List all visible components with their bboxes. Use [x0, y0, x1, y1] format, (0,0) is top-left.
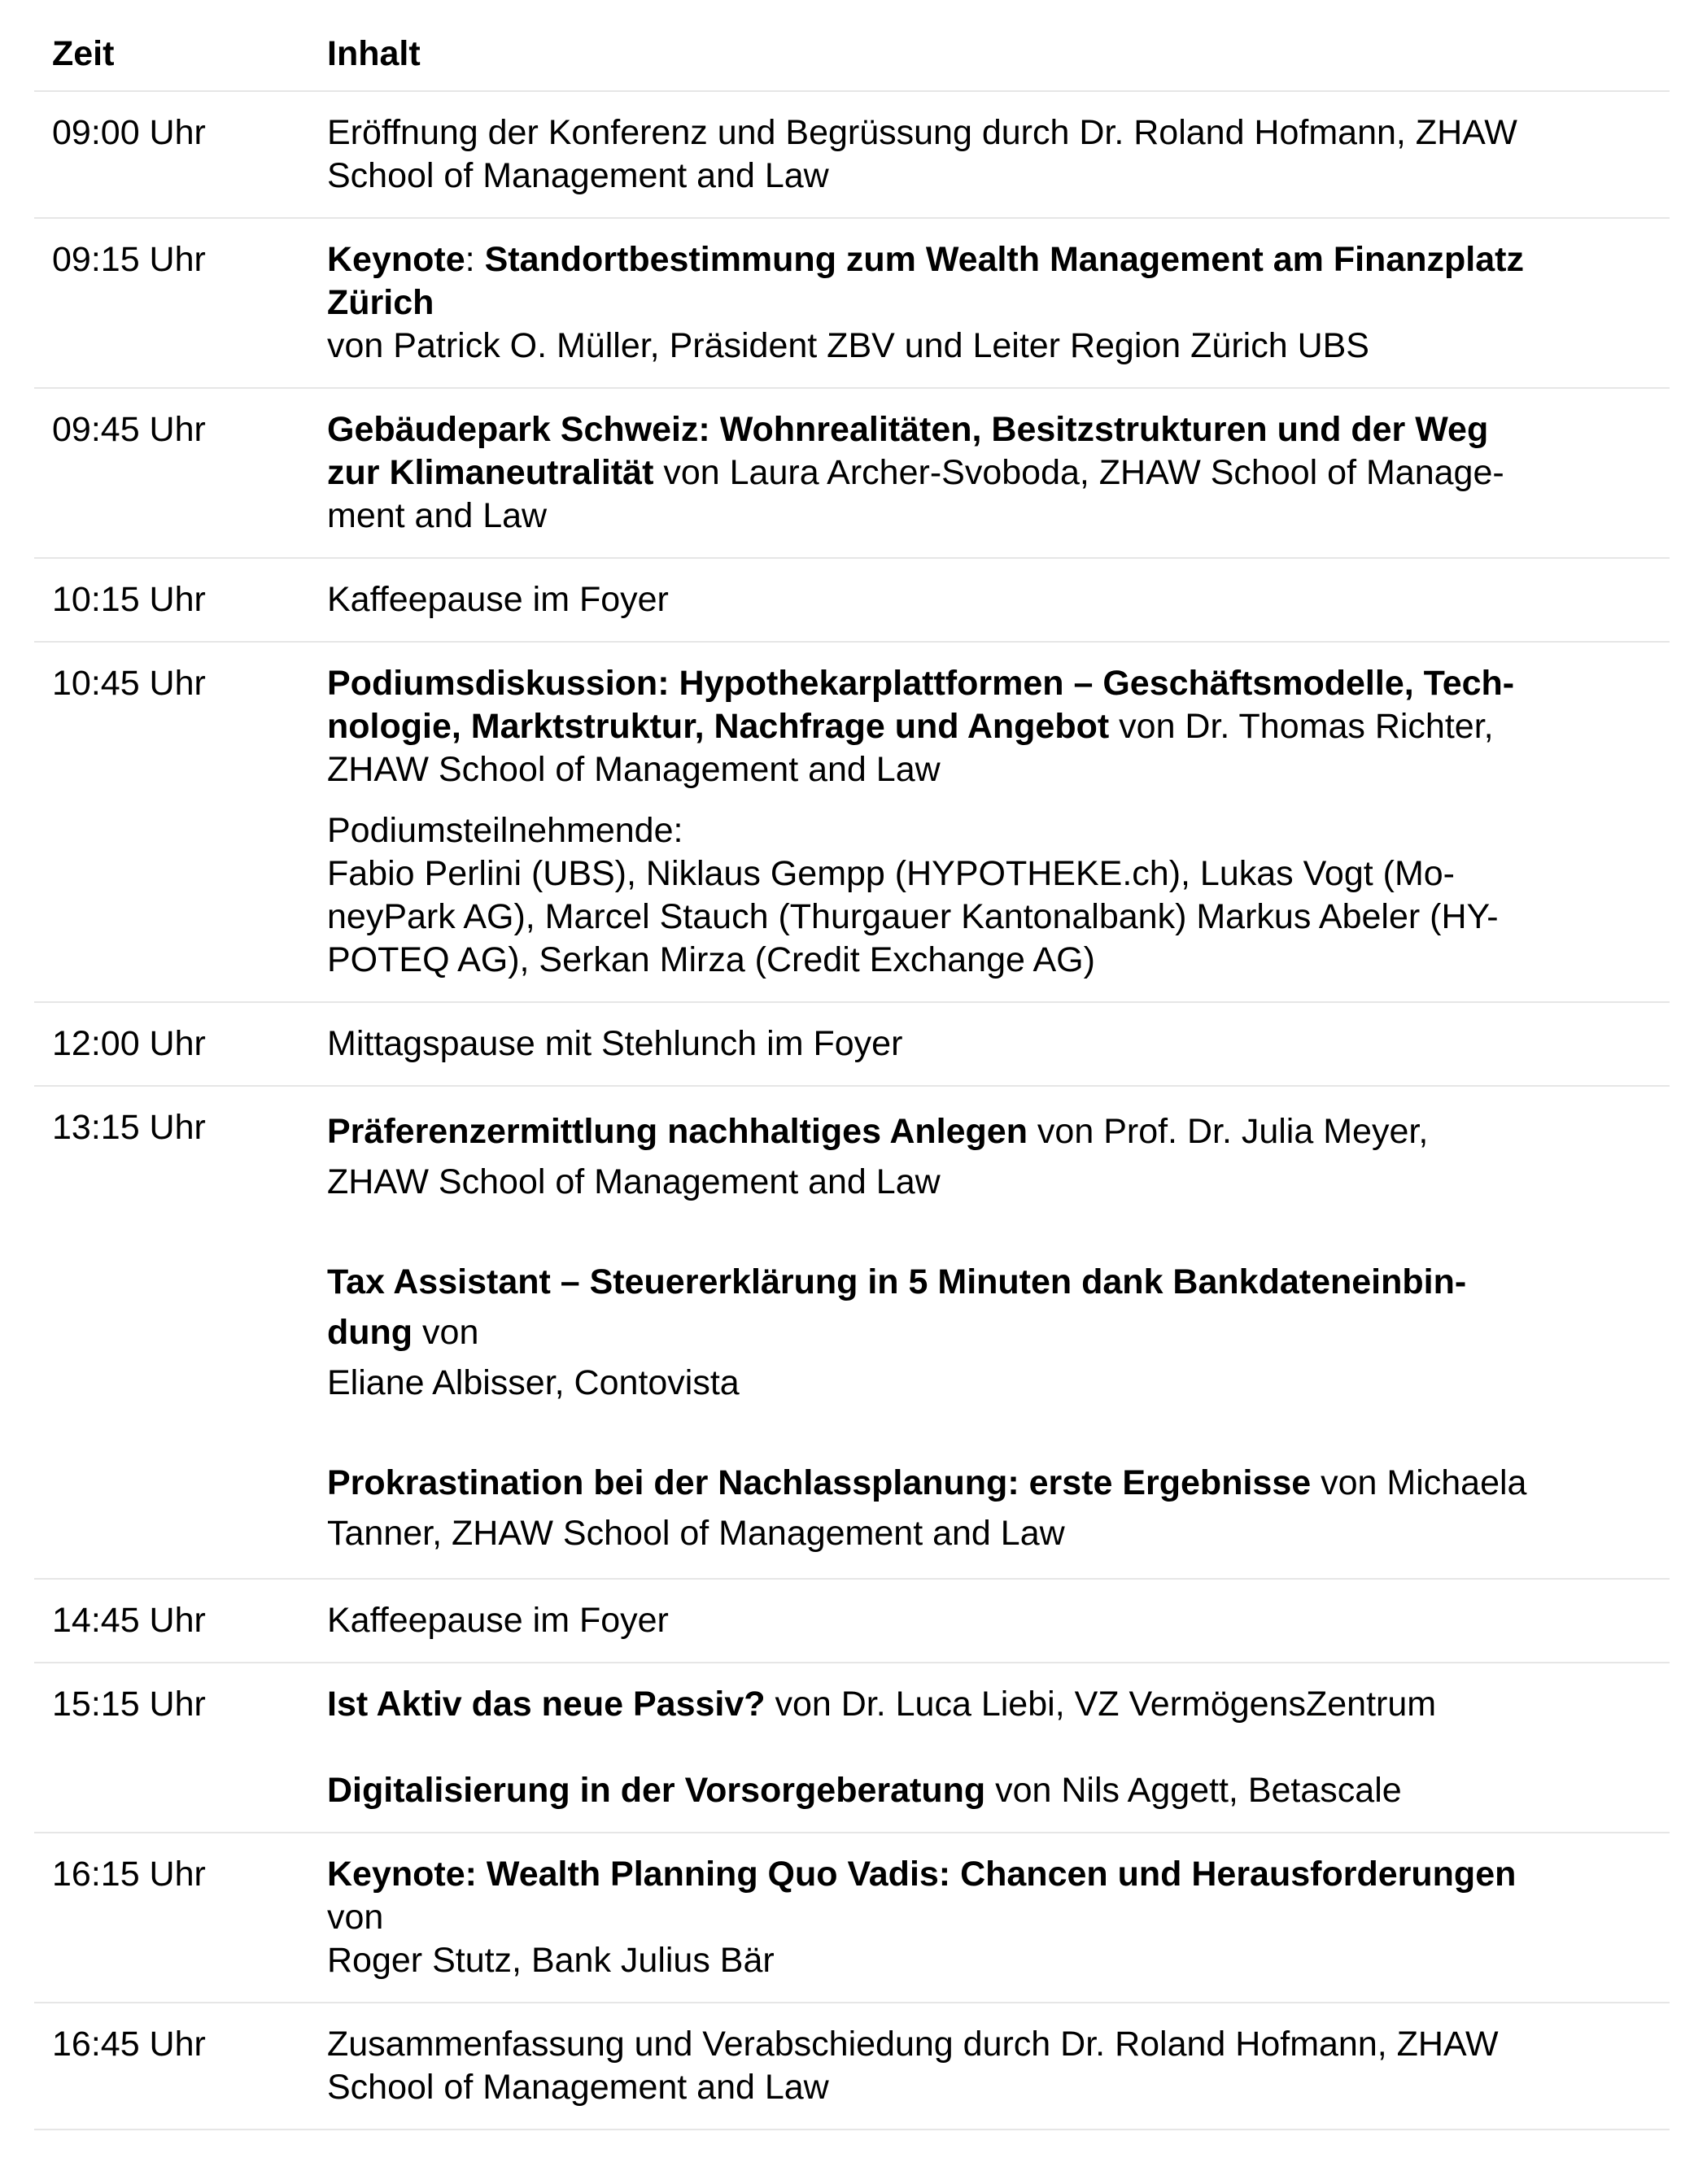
title-separator: : — [465, 240, 485, 279]
talk-title: Präferenzermittlung nachhaltiges Anlegen — [327, 1112, 1028, 1151]
panel-members-line: POTEQ AG), Serkan Mirza (Credit Exchange AG) — [327, 940, 1095, 979]
content-line: Eliane Albisser, Contovista — [327, 1363, 740, 1402]
talk-title: dung — [327, 1313, 413, 1352]
content-line: School of Management and Law — [327, 156, 829, 195]
speaker-text: von Dr. Thomas Richter, — [1109, 707, 1494, 746]
speaker-line: Roger Stutz, Bank Julius Bär — [327, 1941, 775, 1980]
table-row — [34, 1663, 1670, 1833]
content-line — [327, 1458, 1650, 1508]
row-content — [327, 559, 1670, 641]
content-line: ment and Law — [327, 496, 548, 535]
content-line — [327, 238, 1650, 281]
content-line: Eröffnung der Konferenz und Begrüssung durch Dr. Roland Hofmann, ZHAW — [327, 113, 1517, 152]
talk-title: Digitalisierung in der Vorsorgeberatung — [327, 1771, 986, 1810]
talk-title: nologie, Marktstruktur, Nachfrage und Angebot — [327, 707, 1110, 746]
column-header-content: Inhalt — [327, 34, 421, 73]
row-time: 12:00 Uhr — [52, 1024, 206, 1063]
row-content — [327, 219, 1670, 387]
row-content — [327, 389, 1670, 557]
talk-title: Podiumsdiskussion: Hypothekarplattformen – Geschäftsmodelle, Tech- — [327, 664, 1515, 703]
spacer — [327, 1408, 1650, 1458]
agenda-table — [34, 0, 1670, 2130]
row-content — [327, 1663, 1670, 1832]
table-row — [34, 219, 1670, 389]
talk-title: Tax Assistant – Steuererklärung in 5 Minuten dank Bankdateneinbin- — [327, 1262, 1467, 1301]
panel-members-line: neyPark AG), Marcel Stauch (Thurgauer Kantonalbank) Markus Abeler (HY- — [327, 897, 1499, 936]
content-line — [327, 281, 1650, 325]
row-time: 10:45 Uhr — [52, 664, 206, 703]
content-line: ZHAW School of Management and Law — [327, 1162, 941, 1201]
row-time: 10:15 Uhr — [52, 580, 206, 619]
row-content — [327, 2003, 1670, 2129]
table-row — [34, 92, 1670, 219]
content-line — [327, 705, 1650, 748]
talk-title: Gebäudepark Schweiz: Wohnrealitäten, Besitzstrukturen und der Weg — [327, 410, 1489, 449]
table-row — [34, 1833, 1670, 2003]
content-line: ZHAW School of Management and Law — [327, 750, 941, 789]
spacer — [327, 1207, 1650, 1257]
content-line — [327, 408, 1650, 451]
table-row — [34, 1087, 1670, 1580]
row-time: 16:45 Uhr — [52, 2025, 206, 2064]
content-line — [327, 451, 1650, 495]
talk-title: Standortbestimmung zum Wealth Management am Finanzplatz — [484, 240, 1524, 279]
content-line: Kaffeepause im Foyer — [327, 580, 669, 619]
talk-title: Ist Aktiv das neue Passiv? — [327, 1685, 766, 1724]
content-line — [327, 1853, 1650, 1896]
table-row — [34, 643, 1670, 1003]
content-line: Zusammenfassung und Verabschiedung durch Dr. Roland Hofmann, ZHAW — [327, 2025, 1499, 2064]
table-row — [34, 1580, 1670, 1663]
table-row — [34, 559, 1670, 643]
content-line — [327, 1307, 1650, 1358]
row-time: 13:15 Uhr — [52, 1108, 206, 1147]
content-line — [327, 1257, 1650, 1307]
content-line: Kaffeepause im Foyer — [327, 1601, 669, 1640]
row-time: 09:45 Uhr — [52, 410, 206, 449]
table-row — [34, 1003, 1670, 1087]
content-line — [327, 1769, 1650, 1812]
content-line — [327, 1106, 1650, 1157]
row-content — [327, 1003, 1670, 1085]
talk-title: Keynote — [327, 240, 465, 279]
column-header-time: Zeit — [52, 34, 115, 73]
content-line: Tanner, ZHAW School of Management and Law — [327, 1514, 1065, 1553]
row-time: 09:15 Uhr — [52, 240, 206, 279]
talk-title: zur Klimaneutralität — [327, 453, 654, 492]
panel-members-line: Fabio Perlini (UBS), Niklaus Gempp (HYPOTHEKE.ch), Lukas Vogt (Mo- — [327, 854, 1455, 893]
speaker-text: von Nils Aggett, Betascale — [985, 1771, 1402, 1810]
talk-title: Prokrastination bei der Nachlassplanung: erste Ergebnisse — [327, 1463, 1312, 1502]
speaker-text: von Laura Archer-Svoboda, ZHAW School of Manage- — [653, 453, 1504, 492]
content-line — [327, 662, 1650, 705]
row-time: 15:15 Uhr — [52, 1685, 206, 1724]
row-time: 09:00 Uhr — [52, 113, 206, 152]
speaker-text: von Dr. Luca Liebi, VZ VermögensZentrum — [765, 1685, 1437, 1724]
row-time: 14:45 Uhr — [52, 1601, 206, 1640]
table-header-row — [34, 0, 1670, 92]
speaker-text: von Prof. Dr. Julia Meyer, — [1027, 1112, 1429, 1151]
row-time: 16:15 Uhr — [52, 1855, 206, 1894]
speaker-text: von Michaela — [1311, 1463, 1527, 1502]
table-row — [34, 2003, 1670, 2130]
content-line: von — [327, 1898, 384, 1937]
panel-label: Podiumsteilnehmende: — [327, 811, 683, 850]
talk-title: Keynote: Wealth Planning Quo Vadis: Chancen und Herausforderungen — [327, 1855, 1517, 1894]
content-line: School of Management and Law — [327, 2068, 829, 2107]
spacer — [327, 1726, 1650, 1769]
talk-title: Zürich — [327, 283, 434, 322]
row-content — [327, 1087, 1670, 1578]
row-content — [327, 1580, 1670, 1662]
speaker-text: von — [413, 1313, 479, 1352]
row-content — [327, 643, 1670, 1001]
content-line: Mittagspause mit Stehlunch im Foyer — [327, 1024, 903, 1063]
speaker-line: von Patrick O. Müller, Präsident ZBV und Leiter Region Zürich UBS — [327, 326, 1369, 365]
row-content — [327, 92, 1670, 217]
row-content — [327, 1833, 1670, 2002]
spacer — [327, 791, 1650, 809]
content-line — [327, 1683, 1650, 1726]
table-row — [34, 389, 1670, 559]
